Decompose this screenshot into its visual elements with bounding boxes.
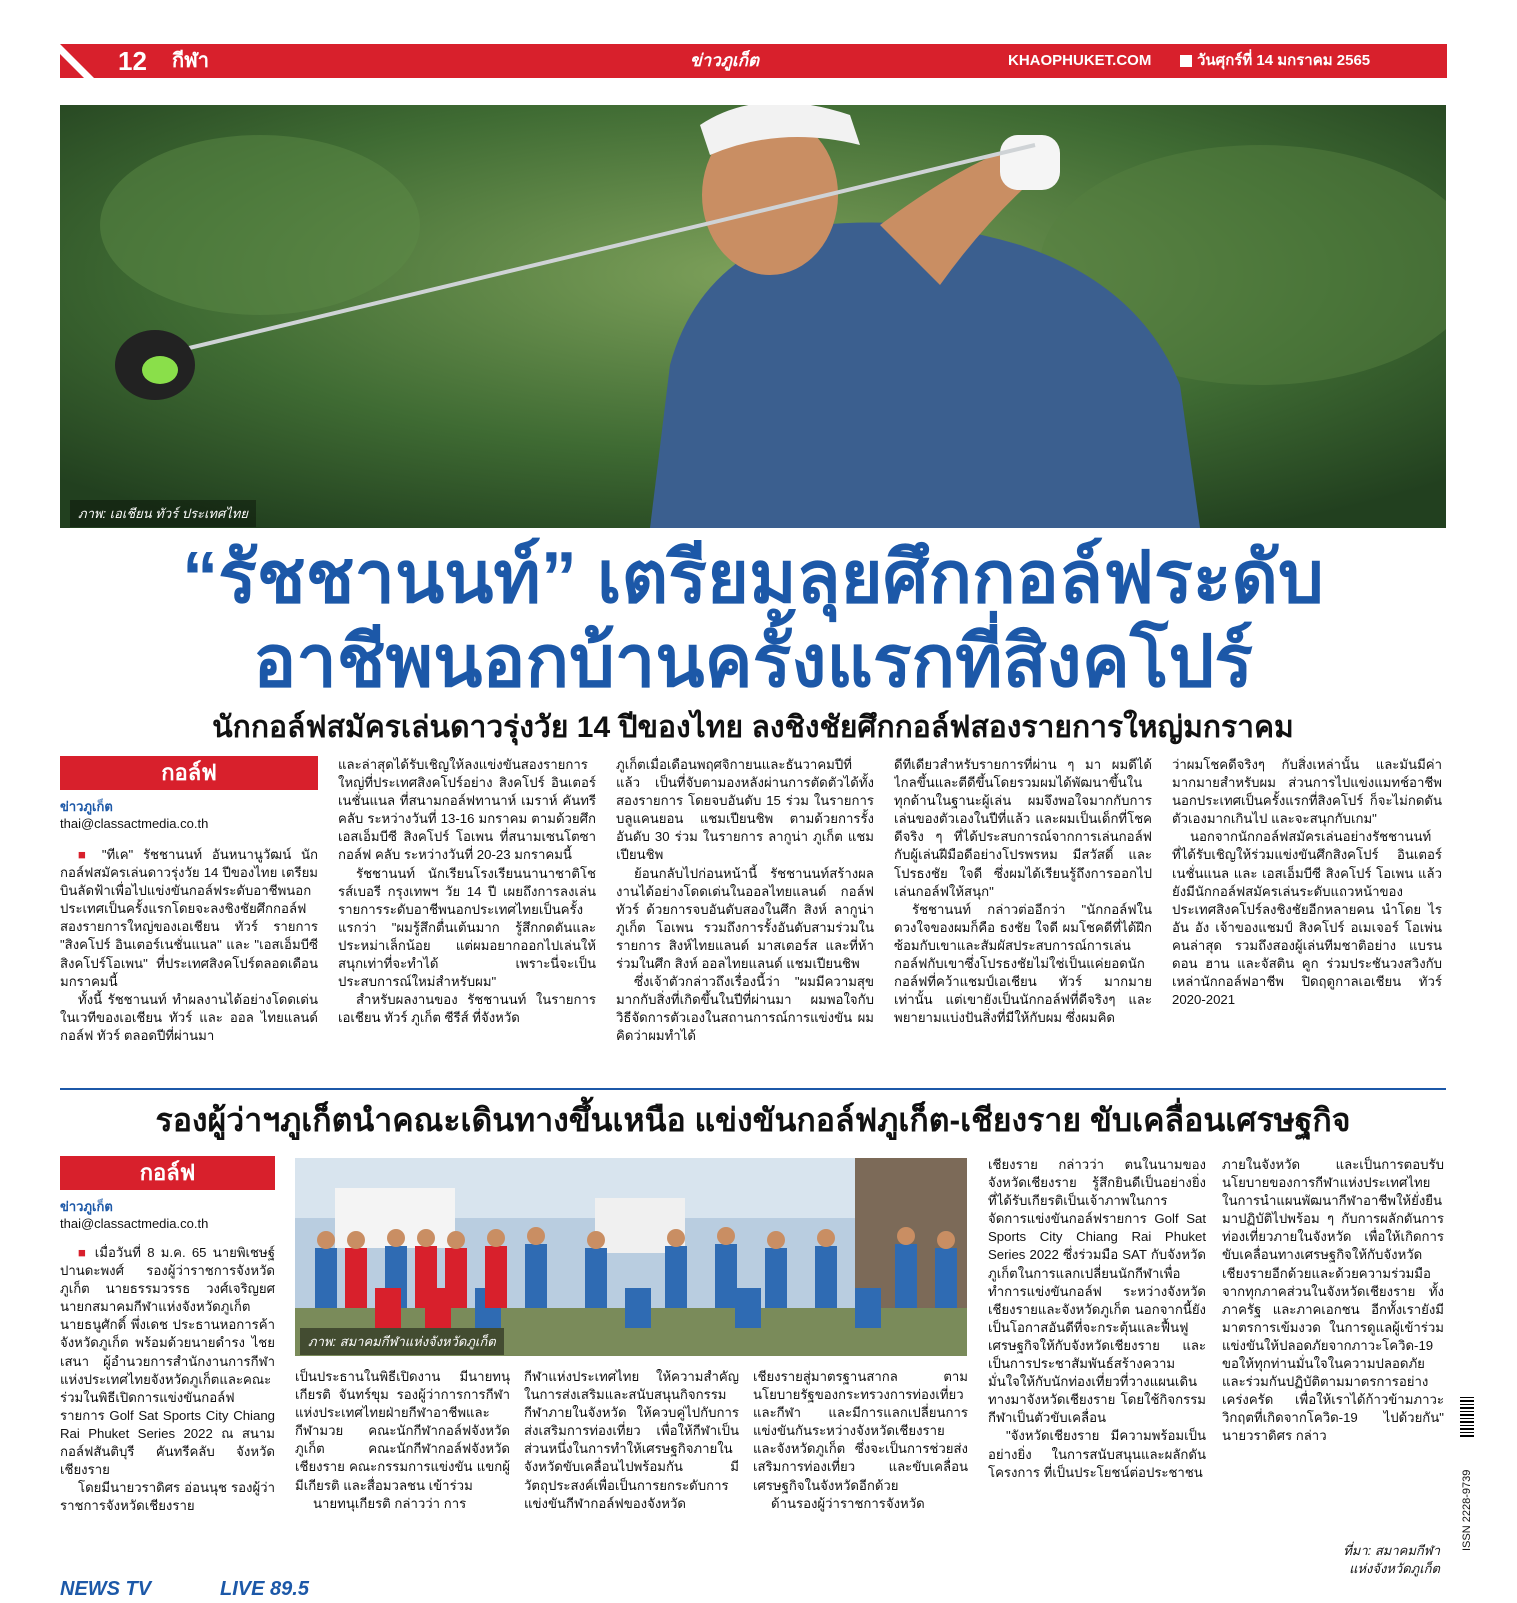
paragraph: ทั้งนี้ รัชชานนท์ ทำผลงานได้อย่างโดดเด่นในเวทีของเอเชียน ทัวร์ และ ออล ไทยแลนด์ กอล์ฟ ทัวร์ ตลอดปีที่ผ่านมา [60,991,318,1043]
article2-column-1 [60,1244,275,1576]
paragraph: ซึ่งเจ้าตัวกล่าวถึงเรื่องนี้ว่า "ผมมีความสุขมากกับสิ่งที่เกิดขึ้นในปีที่ผ่านมา ผมพอใจกับวิธีจัดการตัวเองในสถานการณ์การแข่งขัน ผมคิดว่าผมทำได้ [616,974,874,1044]
live-radio-logo: LIVE 89.5 [220,1578,309,1600]
section-tag-golf-2: กอล์ฟ [60,1156,275,1190]
paragraph: ภายในจังหวัด และเป็นการตอบรับนโยบายของการกีฬาแห่งประเทศไทยในการนำแผนพัฒนากีฬาอาชีพให้ยั่งยืน มาปฏิบัติไปพร้อม ๆ กับการผลักดันการท่องเที่ยวภายในจังหวัด เพื่อให้เกิดการขับเคลื่อนทางเศรษฐกิจให้กับจังหวัดเชียงรายอีกด้วยและด้วยความร่วมมือจากทุกภาคส่วนในจังหวัดเชียงราย ทั้งภาครัฐ และภาคเอกชน อีกทั้งเรายังมีมาตรการเข้มงวด ในการดูแลผู้เข้าร่วมแข่งขันให้ปลอดภัยจากภาวะโควิด-19 ขอให้ทุกท่านมั่นใจในความปลอดภัย และร่วมกันปฏิบัติตามมาตรการอย่างเคร่งครัด เพื่อให้เราได้ก้าวข้ามภาวะวิกฤตที่เกิดจากโควิด-19 ไปด้วยกัน" นายวราดิศร กล่าว [1222,1157,1444,1444]
paragraph: เป็นประธานในพิธีเปิดงาน มีนายทนุเกียรติ จันทร์ขุม รองผู้ว่าการการกีฬาแห่งประเทศไทยฝ่ายกีฬาอาชีพและกีฬามวย คณะนักกีฬากอล์ฟจังหวัดภูเก็ต คณะนักกีฬากอล์ฟจังหวัดเชียงราย คณะกรรมการแข่งขัน แขกผู้มีเกียรติ และสื่อมวลชน เข้าร่วม [295,1369,510,1493]
article2-column-6 [1222,1156,1444,1540]
paragraph: นอกจากนักกอล์ฟสมัครเล่นอย่างรัชชานนท์ ที่ได้รับเชิญให้ร่วมแข่งขันศึกสิงคโปร์ อินเตอร์เนชั่นแนล และ เอสเอ็มบีซี สิงคโปร์ โอเพน แล้ว ยังมีนักกอล์ฟสมัครเล่นระดับแถวหน้าของประเทศสิงคโปร์ลงชิงชัยอีกหลายคน นำโดย ไรอัน อัง เจ้าของแชมป์ สิงคโปร์ อเมเจอร์ โอเพ่น คนล่าสุด รวมถึงสองผู้เล่นทีมชาติอย่าง แบรนดอน ฮาน และจัสติน คูก ร่วมประชันวงสวิงกับเหล่านักกอล์ฟอาชีพ ปิดฤดูกาลเอเชียน ทัวร์ 2020-2021 [1172,829,1442,1008]
paragraph: กีฬาแห่งประเทศไทย ให้ความสำคัญในการส่งเสริมและสนับสนุนกิจกรรมกีฬาภายในจังหวัด ให้ควบคู่ไปกับการส่งเสริมการท่องเที่ยว เพื่อให้กีฬาเป็นส่วนหนึ่งในการทำให้เศรษฐกิจภายในจังหวัดขับเคลื่อนไปพร้อมกัน มีวัตถุประสงค์เพื่อเป็นการยกระดับการแข่งขันกีฬากอล์ฟของจังหวัด [524,1369,739,1511]
paragraph: ว่าผมโชคดีจริงๆ กับสิ่งเหล่านั้น และมันมีค่ามากมายสำหรับผม ส่วนการไปแข่งแมทช์อาชีพนอกประเทศเป็นครั้งแรกที่สิงคโปร์ ก็จะไม่กดดันตัวเองมากเกินไป และจะสนุกกับเกม" [1172,757,1442,827]
headline-story-2: รองผู้ว่าฯภูเก็ตนำคณะเดินทางขึ้นเหนือ แข่งขันกอล์ฟภูเก็ต-เชียงราย ขับเคลื่อนเศรษฐกิจ [155,1102,1351,1138]
paragraph: "จังหวัดเชียงราย มีความพร้อมเป็นอย่างยิ่ง ในการสนับสนุนและผลักดันโครงการ ที่เป็นประโยชน์ต่อประชาชน [988,1428,1206,1480]
paragraph: เชียงรายสู่มาตรฐานสากล ตามนโยบายรัฐของกระทรวงการท่องเที่ยวและกีฬา และมีการแลกเปลี่ยนการแข่งขันกันระหว่างจังหวัดเชียงรายและจังหวัดภูเก็ต ซึ่งจะเป็นการช่วยส่งเสริมการท่องเที่ยว และขับเคลื่อนเศรษฐกิจในจังหวัดอีกด้วย [753,1369,968,1493]
source-line: แห่งจังหวัดภูเก็ต [1349,1561,1440,1576]
photo-caption-2: ภาพ: สมาคมกีฬาแห่งจังหวัดภูเก็ต [300,1328,504,1355]
article2-column-2 [295,1368,510,1576]
article-column-3 [616,756,874,1072]
paragraph: ย้อนกลับไปก่อนหน้านี้ รัชชานนท์สร้างผลงานได้อย่างโดดเด่นในออลไทยแลนด์ กอล์ฟ ทัวร์ ด้วยการจบอันดับสองในศึก สิงห์ ลากูน่า ภูเก็ต โอเพน รวมถึงการรั้งอันดับสามร่วมในรายการ สิงห์ไทยแลนด์ มาสเตอร์ส และที่ห้าร่วมในศึก สิงห์ ออลไทยแลนด์ แชมเปียนชิพ [616,865,874,972]
paragraph: เมื่อวันที่ 8 ม.ค. 65 นายพิเชษฐ์ ปานดะพงศ์ รองผู้ว่าราชการจังหวัดภูเก็ต นายธรรมวรรธ วงศ์เจริญยศ นายกสมาคมกีฬาแห่งจังหวัดภูเก็ต นายธนูศักดิ์ พึ่งเดช ประธานหอการค้าจังหวัดภูเก็ต พร้อมด้วยนายดำรง ไชยเสนา ผู้อำนวยการสำนักงานการกีฬาแห่งประเทศไทยจังหวัดภูเก็ตและคณะร่วมในพิธีเปิดการแข่งขันกอล์ฟรายการ Golf Sat Sports City Chiang Rai Phuket Series 2022 ณ สนามกอล์ฟสันติบุรี คันทรีคลับ จังหวัดเชียงราย [60,1245,275,1478]
paragraph: เชียงราย กล่าวว่า ตนในนามของจังหวัดเชียงราย รู้สึกยินดีเป็นอย่างยิ่ง ที่ได้รับเกียรติเป็นเจ้าภาพในการจัดการแข่งขันกอล์ฟรายการ Golf Sat Sports City Chiang Rai Phuket Series 2022 ซึ่งร่วมมือ SAT กับจังหวัดภูเก็ตในการแลกเปลี่ยนนักกีฬาเพื่อทำการแข่งขันกอล์ฟ ระหว่างจังหวัดเชียงรายและจังหวัดภูเก็ต นอกจากนี้ยังเป็นโอกาสอันดีที่จะกระตุ้นและฟื้นฟูเศรษฐกิจให้กับจังหวัดเชียงราย และเป็นการประชาสัมพันธ์สร้างความมั่นใจให้กับนักท่องเที่ยวที่วางแผนเดินทางมาจังหวัดเชียงราย โดยใช้กิจกรรมกีฬาเป็นตัวขับเคลื่อน [988,1157,1206,1426]
byline-name: ข่าวภูเก็ต [60,799,113,814]
byline [60,798,318,832]
bullet-icon: ■ [78,1245,95,1260]
byline-2 [60,1198,275,1232]
news-tv-logo: NEWS TV [60,1578,152,1600]
paragraph: และล่าสุดได้รับเชิญให้ลงแข่งขันสองรายการใหญ่ที่ประเทศสิงคโปร์อย่าง สิงคโปร์ อินเตอร์เนชั่นแนล ที่สนามกอล์ฟทานาห์ เมราห์ คันทรี คลับ ระหว่างวันที่ 13-16 มกราคม ตามด้วยศึก เอสเอ็มบีซี สิงคโปร์ โอเพน ที่สนามเซนโตซา กอล์ฟ คลับ ระหว่างวันที่ 20-23 มกราคมนี้ [338,757,596,863]
section-name: กีฬา [172,50,210,72]
site-url[interactable]: KHAOPHUKET.COM [1008,52,1152,69]
paragraph: ภูเก็ตเมื่อเดือนพฤศจิกายนและธันวาคมปีที่แล้ว เป็นที่จับตามองหลังผ่านการตัดตัวได้ทั้งสองรายการ โดยจบอันดับ 15 ร่วม ในรายการ บลูแคนยอน แชมเปียนชิพ ตามด้วยการรั้งอันดับ 30 ร่วม ในรายการ ลากูน่า ภูเก็ต แชมเปียนชิพ [616,757,874,863]
issn-number: ISSN 2228-9739 [1461,1469,1473,1551]
paragraph: "ทีเค" รัชชานนท์ อันหนานูวัฒน์ นักกอล์ฟสมัครเล่นดาวรุ่งวัย 14 ปีของไทย เตรียมบินลัดฟ้าเพื่อไปแข่งขันกอล์ฟระดับอาชีพนอกประเทศเป็นครั้งแรกโดยจะลงชิงชัยศึกกอล์ฟสองรายการใหญ่ของเอเชียน ทัวร์ รายการ "สิงคโปร์ อินเตอร์เนชั่นแนล" และ "เอสเอ็มบีซี สิงคโปร์โอเพน" ที่ประเทศสิงคโปร์ตลอดเดือนมกราคมนี้ [60,847,318,989]
separator-square-icon [1180,55,1192,67]
article-column-5 [1172,756,1442,1072]
article-column-1 [60,846,318,1072]
bullet-icon: ■ [78,847,102,862]
page-number: 12 [118,46,147,76]
article2-column-4 [753,1368,968,1576]
article-column-4 [894,756,1152,1072]
divider-rule [60,1088,1446,1090]
subheadline: นักกอล์ฟสมัครเล่นดาวรุ่งวัย 14 ปีของไทย ลงชิงชัยศึกกอล์ฟสองรายการใหญ่มกราคม [212,711,1294,744]
section-tag-golf: กอล์ฟ [60,756,318,790]
newspaper-logo: ข่าวภูเก็ต [690,51,760,70]
byline-name: ข่าวภูเก็ต [60,1199,113,1214]
photo-caption: ภาพ: เอเชียน ทัวร์ ประเทศไทย [70,500,256,527]
article2-column-3 [524,1368,739,1576]
paragraph: รัชชานนท์ กล่าวต่ออีกว่า "นักกอล์ฟในดวงใจของผมก็คือ ธงชัย ใจดี ผมโชคดีที่ได้ฝึกซ้อมกับเขาและสัมผัสประสบการณ์การเล่นกอล์ฟกับเขาซึ่งโปรธงชัยไม่ใช่เป็นแค่ยอดนักกอล์ฟที่คว้าแชมป์เอเชียน ทัวร์ มากมายเท่านั้น แต่เขายังเป็นนักกอล์ฟที่ดีจริงๆ และพยายามแบ่งปันสิ่งที่มีให้กับผม ซึ่งผมคิด [894,901,1152,1026]
group-photo [295,1158,967,1356]
paragraph: โดยมีนายวราดิศร อ่อนนุช รองผู้ว่าราชการจังหวัดเชียงราย [60,1480,275,1514]
paragraph: ดีทีเดียวสำหรับรายการที่ผ่าน ๆ มา ผมดีได้ไกลขึ้นและตีดีขึ้นโดยรวมผมได้พัฒนาขึ้นในทุกด้านในฐานะผู้เล่น ผมจึงพอใจมากกับการเล่นของตัวเองในปีที่แล้ว และผมเป็นเด็กที่โชคดีจริง ๆ ที่ได้ประสบการณ์จากการเล่นกอล์ฟกับผู้เล่นฝีมือดีอย่างโปรพรหม มีสวัสดิ์ และโปรธงชัย ใจดี ซึ่งผมได้เรียนรู้ถึงการออกไปเล่นกอล์ฟให้สนุก" [894,757,1152,899]
article2-column-5 [988,1156,1206,1576]
paragraph: นายทนุเกียรติ กล่าวว่า การ [313,1495,467,1511]
issue-date: วันศุกร์ที่ 14 มกราคม 2565 [1197,52,1371,69]
paragraph: ด้านรองผู้ว่าราชการจังหวัด [771,1495,925,1511]
source-line: ที่มา: สมาคมกีฬา [1343,1543,1440,1558]
barcode-icon [1460,1395,1474,1437]
headline-line-1: “รัชชานนท์” เตรียมลุยศึกกอล์ฟระดับ [182,538,1324,618]
article-column-2 [338,756,596,1072]
paragraph: รัชชานนท์ นักเรียนโรงเรียนนานาชาติโชรส์เบอรี กรุงเทพฯ วัย 14 ปี เผยถึงการลงเล่นรายการระดับอาชีพนอกประเทศไทยเป็นครั้งแรกว่า "ผมรู้สึกตื่นเต้นมาก รู้สึกกดดันและประหม่าเล็กน้อย แต่ผมอยากออกไปเล่นให้สนุกเท่าที่จะทำได้ เพราะนี่จะเป็นประสบการณ์ใหม่สำหรับผม" [338,865,596,990]
source-credit [1290,1542,1440,1578]
paragraph: สำหรับผลงานของ รัชชานนท์ ในรายการ เอเชียน ทัวร์ ภูเก็ต ซีรีส์ ที่จังหวัด [338,992,596,1026]
header-corner-mark [60,44,94,78]
byline-email[interactable]: thai@classactmedia.co.th [60,816,209,831]
byline-email[interactable]: thai@classactmedia.co.th [60,1216,209,1231]
headline-line-2: อาชีพนอกบ้านครั้งแรกที่สิงคโปร์ [253,622,1253,702]
golfer-photo [60,105,1446,528]
